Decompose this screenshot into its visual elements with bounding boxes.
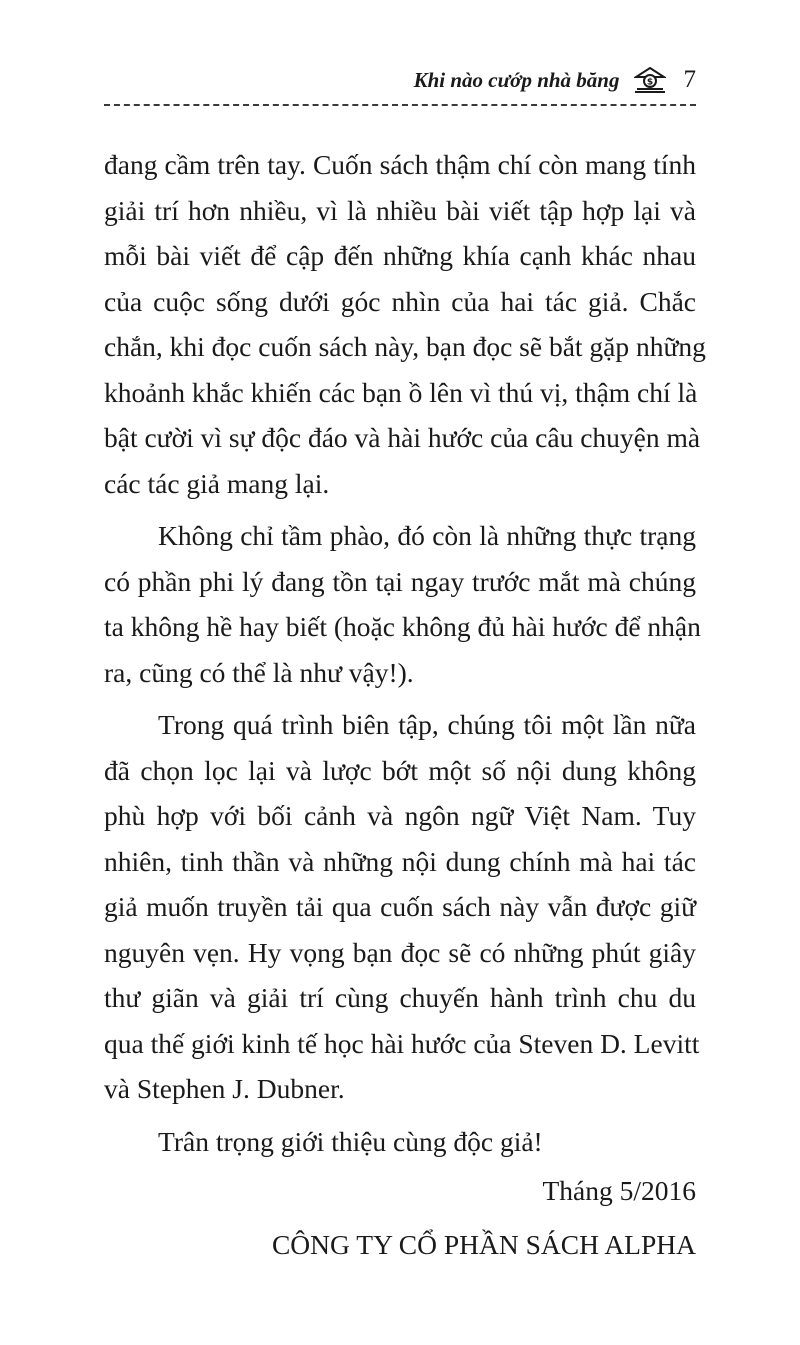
paragraph-3 (104, 702, 700, 1112)
bank-dollar-logo-icon (634, 67, 666, 93)
text-line: khoảnh khắc khiến các bạn ồ lên vì thú vị, thậm chí là (104, 376, 698, 408)
text-line: giải trí hơn nhiều, vì là nhiều bài viết tập hợp lại và (104, 194, 696, 226)
text-line: chắn, khi đọc cuốn sách này, bạn đọc sẽ bắt gặp những (104, 331, 706, 362)
text-line: bật cười vì sự độc đáo và hài hước của câu chuyện mà (104, 422, 701, 453)
svg-text:$: $ (646, 77, 653, 88)
text-line: thư giãn và giải trí cùng chuyến hành trình chu du (104, 982, 696, 1013)
closing-line: Trân trọng giới thiệu cùng độc giả! (158, 1125, 543, 1157)
paragraph-1 (104, 142, 706, 506)
text-line: của cuộc sống dưới góc nhìn của hai tác giả. Chắc (104, 285, 696, 317)
text-line: giả muốn truyền tải qua cuốn sách này vẫn được giữ (104, 891, 696, 922)
text-line: ta không hề hay biết (hoặc không đủ hài hước để nhận (104, 611, 701, 642)
text-line: các tác giả mang lại. (104, 467, 330, 499)
paragraph-2 (104, 513, 701, 695)
text-line: nhiên, tinh thần và những nội dung chính mà hai tác (104, 845, 696, 877)
company-signature: CÔNG TY CỔ PHẦN SÁCH ALPHA (271, 1228, 696, 1260)
text-line: Trong quá trình biên tập, chúng tôi một lần nữa (158, 709, 696, 740)
text-line: mỗi bài viết để cập đến những khía cạnh khác nhau (104, 240, 696, 271)
running-title: Khi nào cướp nhà băng (413, 67, 620, 92)
page-number: 7 (683, 66, 696, 93)
text-line: nguyên vẹn. Hy vọng bạn đọc sẽ có những phút giây (104, 936, 696, 968)
text-line: đã chọn lọc lại và lược bớt một số nội dung không (104, 754, 696, 786)
text-line: Không chỉ tầm phào, đó còn là những thực trạng (158, 520, 696, 551)
text-line: phù hợp với bối cảnh và ngôn ngữ Việt Nam. Tuy (104, 800, 696, 831)
page-body (104, 142, 706, 1267)
header-divider (104, 104, 696, 106)
page-header (104, 60, 696, 100)
text-line: ra, cũng có thể là như vậy!). (104, 656, 414, 688)
text-line: qua thế giới kinh tế học hài hước của Steven D. Levitt (104, 1027, 700, 1059)
text-line: có phần phi lý đang tồn tại ngay trước mắt mà chúng (104, 565, 696, 597)
date-signature: Tháng 5/2016 (542, 1175, 696, 1206)
text-line: và Stephen J. Dubner. (104, 1073, 345, 1104)
text-line: đang cầm trên tay. Cuốn sách thậm chí còn mang tính (104, 149, 696, 180)
